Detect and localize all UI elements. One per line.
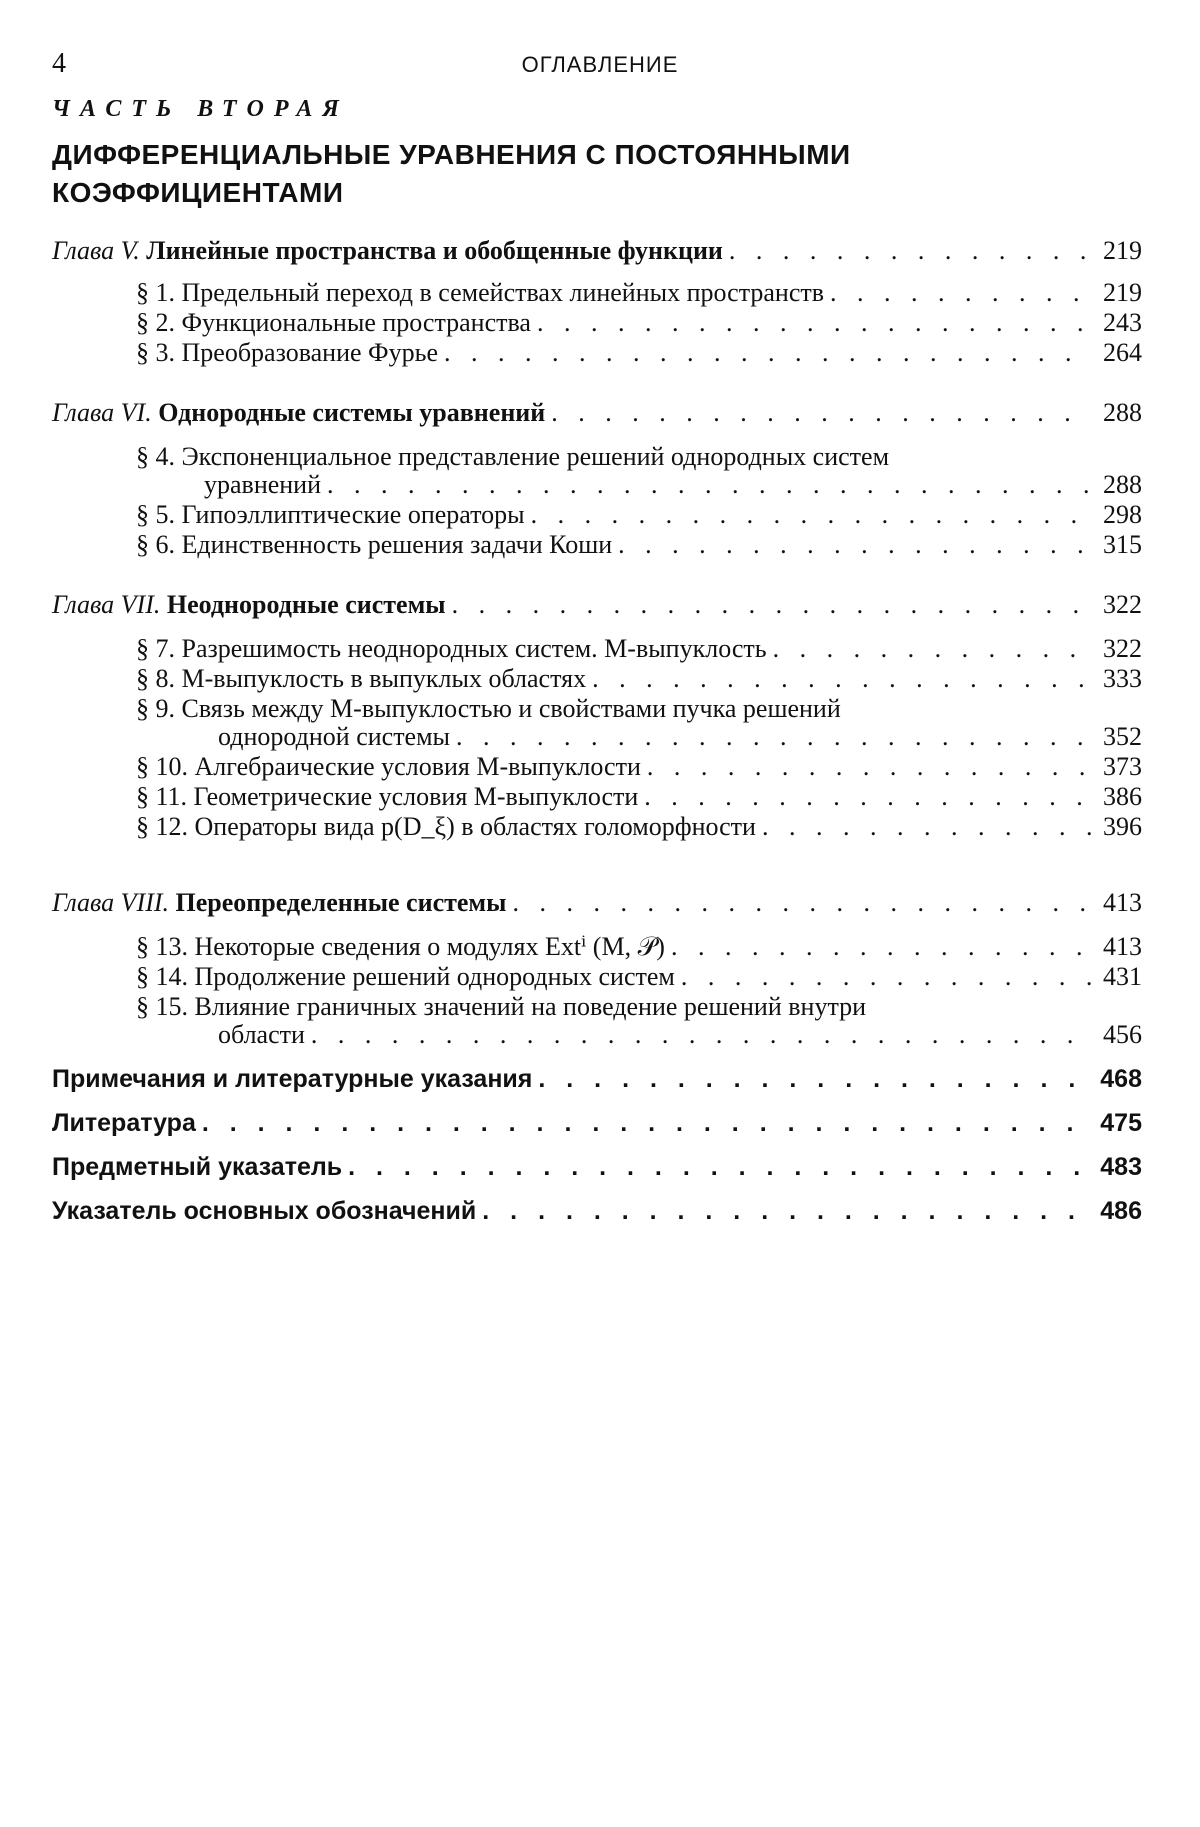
section-page: 315 <box>1103 530 1142 559</box>
section-page: 298 <box>1103 500 1142 529</box>
page-number: 4 <box>52 48 66 79</box>
toc-chapter-5[interactable] <box>52 236 1142 270</box>
toc-section-10[interactable] <box>136 752 1142 786</box>
part-title <box>52 136 851 212</box>
section-page: 264 <box>1103 338 1142 367</box>
section-title: Единственность решения задачи Коши <box>181 530 613 559</box>
leader-dots <box>647 752 1092 782</box>
toc-section-1[interactable] <box>136 278 1142 312</box>
toc-chapter-7[interactable] <box>52 590 1142 624</box>
toc-notes[interactable] <box>52 1064 1142 1098</box>
toc-section-13[interactable] <box>136 932 1142 966</box>
chapter-prefix: Глава VIII. <box>52 888 170 917</box>
section-page: 456 <box>1103 1020 1142 1049</box>
section-page: 243 <box>1103 308 1142 337</box>
chapter-title: Линейные пространства и обобщенные функции <box>146 236 723 265</box>
section-number: § 3. <box>136 338 175 367</box>
section-number: § 11. <box>136 782 188 811</box>
leader-dots <box>592 664 1092 694</box>
toc-section-7[interactable] <box>136 634 1142 668</box>
toc-section-4-line-2[interactable] <box>136 470 1142 504</box>
leader-dots <box>482 1196 1092 1226</box>
toc-section-5[interactable] <box>136 500 1142 534</box>
section-number: § 9. <box>136 694 175 723</box>
leader-dots <box>762 812 1092 842</box>
section-title: Функциональные пространства <box>181 308 531 337</box>
chapter-title: Переопределенные системы <box>175 888 507 917</box>
section-number: § 1. <box>136 278 175 307</box>
toc-chapter-8[interactable] <box>52 888 1142 922</box>
section-title: Алгебраические условия M-выпуклости <box>194 752 641 781</box>
leader-dots <box>348 1152 1092 1182</box>
back-matter-title: Предметный указатель <box>52 1153 343 1181</box>
toc-section-4-line-1[interactable] <box>136 442 1142 472</box>
section-number: § 2. <box>136 308 175 337</box>
toc-literature[interactable] <box>52 1108 1142 1142</box>
section-number: § 14. <box>136 962 188 991</box>
leader-dots <box>830 278 1092 308</box>
toc-notation-index[interactable] <box>52 1196 1142 1230</box>
part-label: ЧАСТЬ ВТОРАЯ <box>52 96 349 122</box>
section-number: § 8. <box>136 664 175 693</box>
section-title: Разрешимость неоднородных систем. M-выпуклость <box>181 634 767 663</box>
part-title-line-1: ДИФФЕРЕНЦИАЛЬНЫЕ УРАВНЕНИЯ С ПОСТОЯННЫМИ <box>52 139 851 170</box>
section-title: M-выпуклость в выпуклых областях <box>181 664 587 693</box>
section-title: Связь между M-выпуклостью и свойствами пучка решений <box>181 694 841 723</box>
leader-dots <box>531 500 1092 530</box>
section-number: § 5. <box>136 500 175 529</box>
section-title-cont: однородной системы <box>218 722 451 751</box>
leader-dots <box>202 1108 1092 1138</box>
toc-section-14[interactable] <box>136 962 1142 996</box>
section-title: Предельный переход в семействах линейных пространств <box>181 278 825 307</box>
section-title: Преобразование Фурье <box>181 338 438 367</box>
section-page: 333 <box>1103 664 1142 693</box>
section-title: Влияние граничных значений на поведение решений внутри <box>194 992 867 1021</box>
part-title-line-2: КОЭФФИЦИЕНТАМИ <box>52 177 344 208</box>
section-page: 219 <box>1103 278 1142 307</box>
toc-section-8[interactable] <box>136 664 1142 698</box>
leader-dots <box>671 932 1092 962</box>
section-title: Геометрические условия M-выпуклости <box>193 782 639 811</box>
leader-dots <box>644 782 1092 812</box>
leader-dots <box>444 338 1092 368</box>
chapter-title: Неоднородные системы <box>166 590 446 619</box>
toc-section-9-line-1[interactable] <box>136 694 1142 724</box>
leader-dots <box>327 470 1092 500</box>
section-page: 386 <box>1103 782 1142 811</box>
back-matter-title: Литература <box>52 1109 196 1137</box>
chapter-page: 413 <box>1103 888 1142 917</box>
chapter-page: 219 <box>1103 236 1142 265</box>
leader-dots <box>538 1064 1092 1094</box>
section-number: § 4. <box>136 442 175 471</box>
section-title: Операторы вида p(D_ξ) в областях голоморфности <box>194 812 756 841</box>
section-number: § 13. <box>136 932 188 961</box>
toc-section-2[interactable] <box>136 308 1142 342</box>
leader-dots <box>456 722 1092 752</box>
back-matter-title: Примечания и литературные указания <box>52 1065 533 1093</box>
section-page: 288 <box>1103 470 1142 499</box>
running-title: ОГЛАВЛЕНИЕ <box>521 52 679 77</box>
chapter-page: 322 <box>1103 590 1142 619</box>
section-page: 431 <box>1103 962 1142 991</box>
section-number: § 10. <box>136 752 188 781</box>
toc-section-3[interactable] <box>136 338 1142 372</box>
section-page: 322 <box>1103 634 1142 663</box>
section-page: 396 <box>1103 812 1142 841</box>
section-number: § 15. <box>136 992 188 1021</box>
toc-section-15-line-2[interactable] <box>136 1020 1142 1054</box>
section-title-cont: уравнений <box>204 470 322 499</box>
back-matter-page: 486 <box>1100 1197 1142 1225</box>
back-matter-title: Указатель основных обозначений <box>52 1197 477 1225</box>
leader-dots <box>729 236 1092 266</box>
chapter-prefix: Глава VII. <box>52 590 161 619</box>
chapter-page: 288 <box>1103 398 1142 427</box>
chapter-title: Однородные системы уравнений <box>158 398 546 427</box>
chapter-prefix: Глава VI. <box>52 398 152 427</box>
leader-dots <box>452 590 1092 620</box>
toc-chapter-6[interactable] <box>52 398 1142 432</box>
back-matter-page: 483 <box>1100 1153 1142 1181</box>
leader-dots <box>512 888 1092 918</box>
back-matter-page: 475 <box>1100 1109 1142 1137</box>
section-page: 373 <box>1103 752 1142 781</box>
toc-subject-index[interactable] <box>52 1152 1142 1186</box>
section-number: § 7. <box>136 634 175 663</box>
leader-dots <box>681 962 1092 992</box>
chapter-prefix: Глава V. <box>52 236 140 265</box>
toc-section-15-line-1[interactable] <box>136 992 1142 1022</box>
leader-dots <box>618 530 1092 560</box>
leader-dots <box>773 634 1092 664</box>
leader-dots <box>551 398 1092 428</box>
toc-section-9-line-2[interactable] <box>136 722 1142 756</box>
leader-dots <box>537 308 1092 338</box>
section-page: 413 <box>1103 932 1142 961</box>
toc-section-6[interactable] <box>136 530 1142 564</box>
section-number: § 6. <box>136 530 175 559</box>
toc-section-11[interactable] <box>136 782 1142 816</box>
section-number: § 12. <box>136 812 188 841</box>
leader-dots <box>311 1020 1092 1050</box>
section-title: Гипоэллиптические операторы <box>181 500 525 529</box>
section-title: Продолжение решений однородных систем <box>194 962 675 991</box>
back-matter-page: 468 <box>1100 1065 1142 1093</box>
section-title-cont: области <box>218 1020 305 1049</box>
toc-section-12[interactable] <box>136 812 1142 846</box>
section-title: Некоторые сведения о модулях Extⁱ (M, 𝒫) <box>194 932 665 961</box>
section-page: 352 <box>1103 722 1142 751</box>
section-title: Экспоненциальное представление решений однородных систем <box>181 442 890 471</box>
